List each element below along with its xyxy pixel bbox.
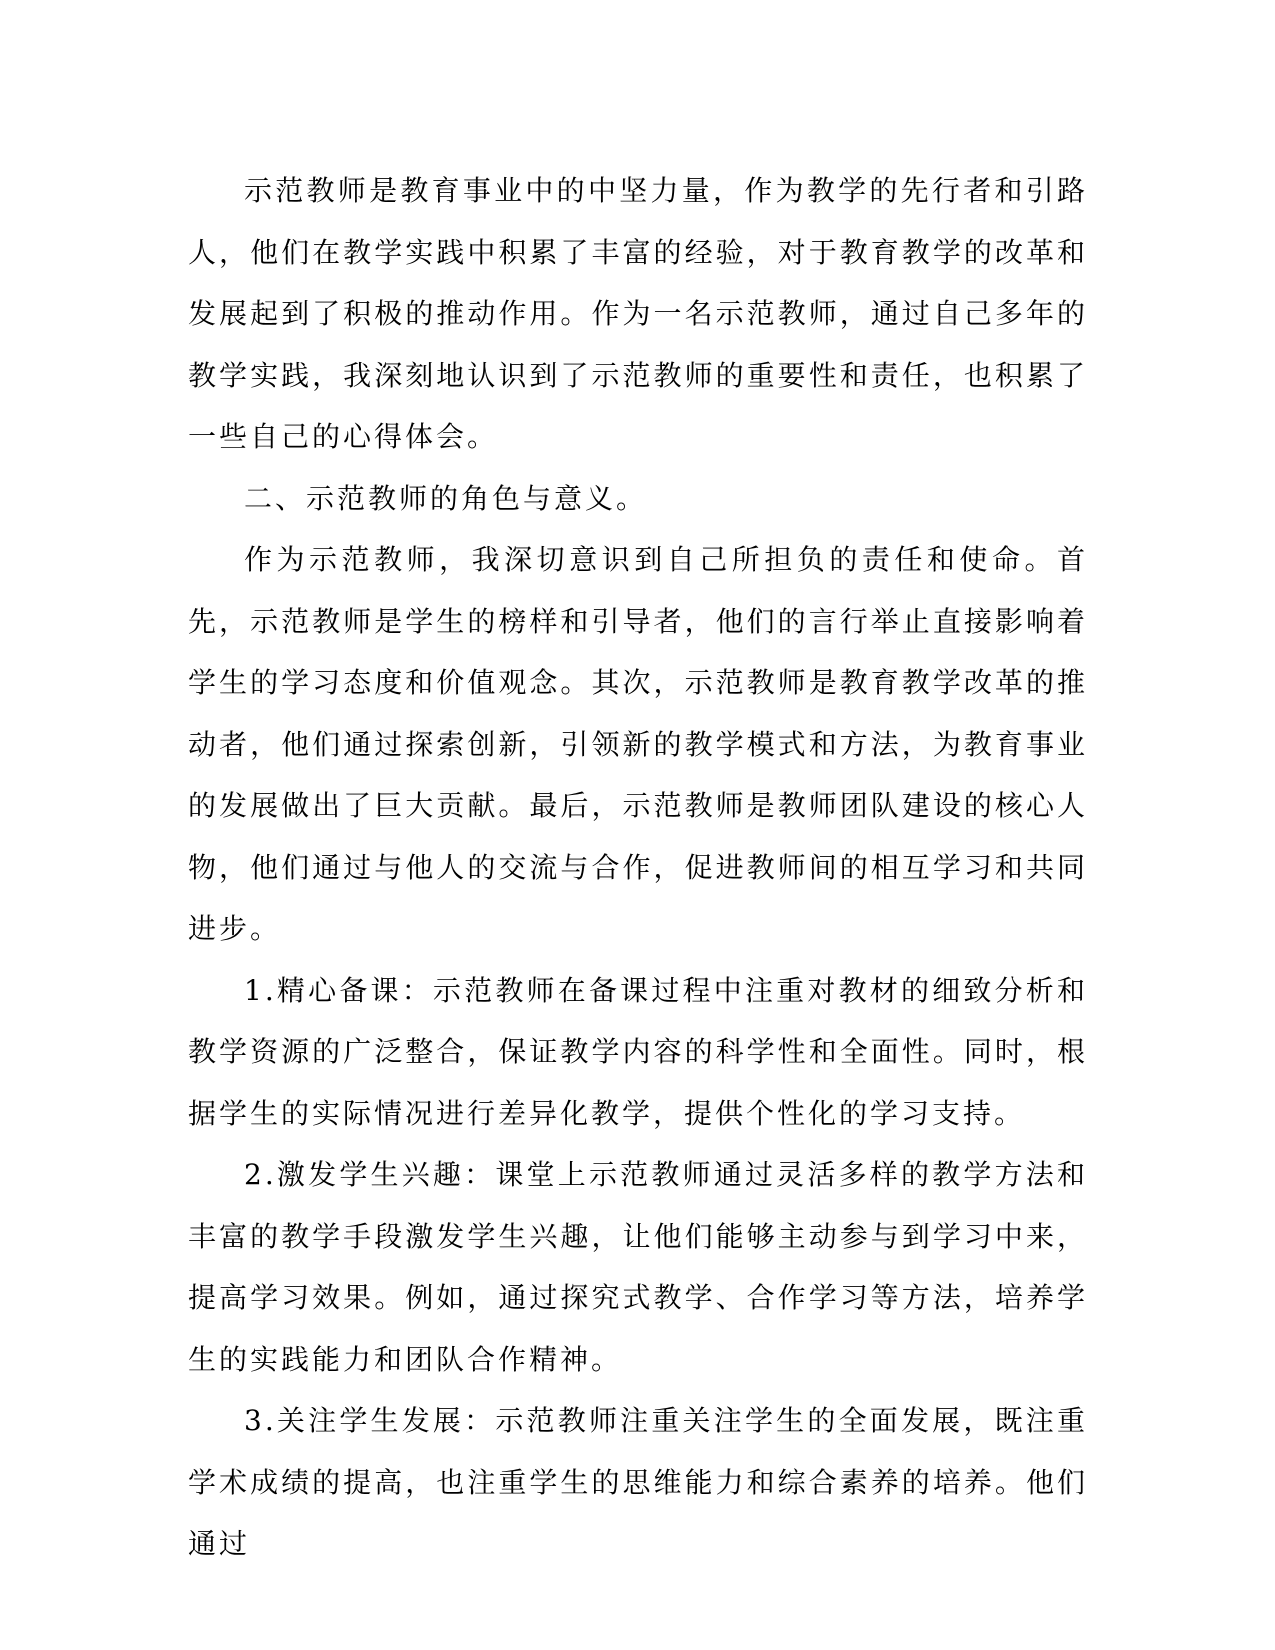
section-heading-role-and-meaning: 二、示范教师的角色与意义。 <box>244 481 648 515</box>
paragraph-intro: 示范教师是教育事业中的中坚力量，作为教学的先行者和引路人，他们在教学实践中积累了丰富的经验，对于教育教学的改革和发展起到了积极的推动作用。作为一名示范教师，通过自己多年的教学实践，我深刻地认识到了示范教师的重要性和责任，也积累了一些自己的心得体会。 <box>188 174 1088 453</box>
paragraph-item-2: 2.激发学生兴趣：课堂上示范教师通过灵活多样的教学方法和丰富的教学手段激发学生兴趣，让他们能够主动参与到学习中来，提高学习效果。例如，通过探究式教学、合作学习等方法，培养学生的实践能力和团队合作精神。 <box>188 1158 1088 1376</box>
paragraph-item-3: 3.关注学生发展：示范教师注重关注学生的全面发展，既注重学术成绩的提高，也注重学生的思维能力和综合素养的培养。他们通过 <box>188 1404 1088 1560</box>
paragraph-role: 作为示范教师，我深切意识到自己所担负的责任和使命。首先，示范教师是学生的榜样和引导者，他们的言行举止直接影响着学生的学习态度和价值观念。其次，示范教师是教育教学改革的推动者，他们通过探索创新，引领新的教学模式和方法，为教育事业的发展做出了巨大贡献。最后，示范教师是教师团队建设的核心人物，他们通过与他人的交流与合作，促进教师间的相互学习和共同进步。 <box>188 543 1088 945</box>
paragraph-item-1: 1.精心备课：示范教师在备课过程中注重对教材的细致分析和教学资源的广泛整合，保证教学内容的科学性和全面性。同时，根据学生的实际情况进行差异化教学，提供个性化的学习支持。 <box>188 973 1088 1130</box>
document-body <box>188 160 1088 1575</box>
